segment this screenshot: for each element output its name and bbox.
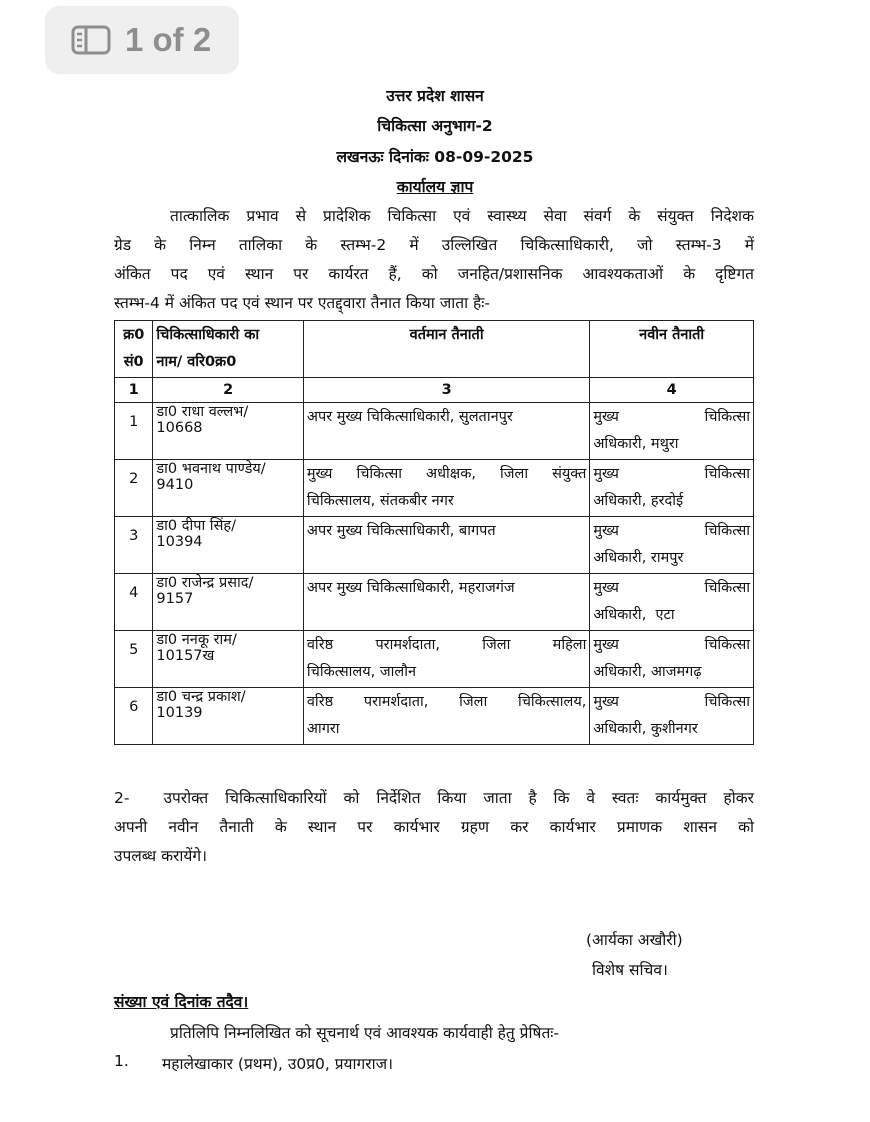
page-indicator-text: 1 of 2 (125, 21, 212, 58)
new-posting: मुख्य चिकित्सा अधिकारी, हरदोई (590, 460, 754, 517)
table-row (115, 631, 754, 688)
current-posting: अपर मुख्य चिकित्साधिकारी, सुलतानपुर (303, 403, 589, 460)
table-row (115, 460, 754, 517)
officer-name: डा0 भवनाथ पाण्डेय/ 9410 (153, 460, 303, 517)
officer-name: डा0 दीपा सिंह/ 10394 (153, 517, 303, 574)
header-new-posting: नवीन तैनाती (590, 321, 754, 378)
new-posting: मुख्य चिकित्सा अधिकारी, आजमगढ़ (590, 631, 754, 688)
new-posting: मुख्य चिकित्सा अधिकारी, एटा (590, 574, 754, 631)
table-row (115, 574, 754, 631)
column-number: 3 (303, 378, 589, 403)
new-posting: मुख्य चिकित्सा अधिकारी, मथुरा (590, 403, 754, 460)
current-posting: वरिष्ठ परामर्शदाता, जिला महिला चिकित्सालय, जालौन (303, 631, 589, 688)
signatory-designation: विशेष सचिव। (592, 961, 668, 979)
intro-paragraph (114, 202, 754, 318)
current-posting: मुख्य चिकित्सा अधीक्षक, जिला संयुक्त चिकित्सालय, संतकबीर नगर (303, 460, 589, 517)
recipient-item: महालेखाकार (प्रथम), उ0प्र0, प्रयागराज। (162, 1055, 394, 1073)
current-posting: अपर मुख्य चिकित्साधिकारी, महराजगंज (303, 574, 589, 631)
copy-forwarded-line: प्रतिलिपि निम्नलिखित को सूचनार्थ एवं आवश्यक कार्यवाही हेतु प्रेषितः- (170, 1024, 560, 1042)
serial-number: 4 (115, 574, 153, 631)
serial-number: 6 (115, 688, 153, 745)
table-header-row (115, 321, 754, 378)
new-posting: मुख्य चिकित्सा अधिकारी, रामपुर (590, 517, 754, 574)
header-government: उत्तर प्रदेश शासन (386, 87, 484, 105)
para2-number: 2- (114, 789, 130, 807)
current-posting: अपर मुख्य चिकित्साधिकारी, बागपत (303, 517, 589, 574)
header-serial: क्र0 सं0 (115, 321, 153, 378)
page-indicator[interactable] (45, 6, 239, 74)
officer-name: डा0 राजेन्द्र प्रसाद/ 9157 (153, 574, 303, 631)
header-section: चिकित्सा अनुभाग-2 (377, 117, 493, 135)
intro-line: ग्रेड के निम्न तालिका के स्तम्भ-2 में उल्लिखित चिकित्साधिकारी, जो स्तम्भ-3 में (114, 236, 754, 254)
serial-number: 5 (115, 631, 153, 688)
header-date: लखनऊः दिनांकः 08-09-2025 (336, 148, 534, 166)
header-officer-name: चिकित्साधिकारी का नाम/ वरि0क्र0 (153, 321, 303, 378)
officer-name: डा0 ननकू राम/ 10157ख (153, 631, 303, 688)
document-title: कार्यालय ज्ञाप (396, 178, 474, 196)
column-number: 2 (153, 378, 303, 403)
serial-number: 2 (115, 460, 153, 517)
table-row (115, 403, 754, 460)
serial-number: 1 (115, 403, 153, 460)
table-row (115, 517, 754, 574)
officer-name: डा0 राधा वल्लभ/ 10668 (153, 403, 303, 460)
column-number: 1 (115, 378, 153, 403)
new-posting: मुख्य चिकित्सा अधिकारी, कुशीनगर (590, 688, 754, 745)
posting-table (114, 320, 754, 745)
para2-line: 2- उपरोक्त चिकित्साधिकारियों को निर्देशित किया जाता है कि वे स्वतः कार्यमुक्त होकर (114, 789, 754, 807)
column-number: 4 (590, 378, 754, 403)
signatory-name: (आर्यका अखौरी) (586, 931, 683, 949)
recipient-number: 1. (114, 1052, 129, 1070)
sidebar-panel-icon[interactable] (71, 25, 111, 55)
para2-line: उपलब्ध करायेंगे। (114, 847, 207, 865)
intro-line: अंकित पद एवं स्थान पर कार्यरत हैं, को जनहित/प्रशासनिक आवश्यकताओं के दृष्टिगत (114, 265, 754, 283)
reference-line: संख्या एवं दिनांक तदैव। (114, 993, 249, 1011)
header-current-posting: वर्तमान तैनाती (303, 321, 589, 378)
officer-name: डा0 चन्द्र प्रकाश/ 10139 (153, 688, 303, 745)
serial-number: 3 (115, 517, 153, 574)
current-posting: वरिष्ठ परामर्शदाता, जिला चिकित्सालय, आगरा (303, 688, 589, 745)
para2-line: अपनी नवीन तैनाती के स्थान पर कार्यभार ग्रहण कर कार्यभार प्रमाणक शासन को (114, 818, 754, 836)
table-number-row (115, 378, 754, 403)
paragraph-2 (114, 784, 754, 871)
intro-line: तात्कालिक प्रभाव से प्रादेशिक चिकित्सा एवं स्वास्थ्य सेवा संवर्ग के संयुक्त निदेशक (170, 207, 754, 225)
intro-line: स्तम्भ-4 में अंकित पद एवं स्थान पर एतद्द्वारा तैनात किया जाता हैः- (114, 294, 490, 312)
table-row (115, 688, 754, 745)
